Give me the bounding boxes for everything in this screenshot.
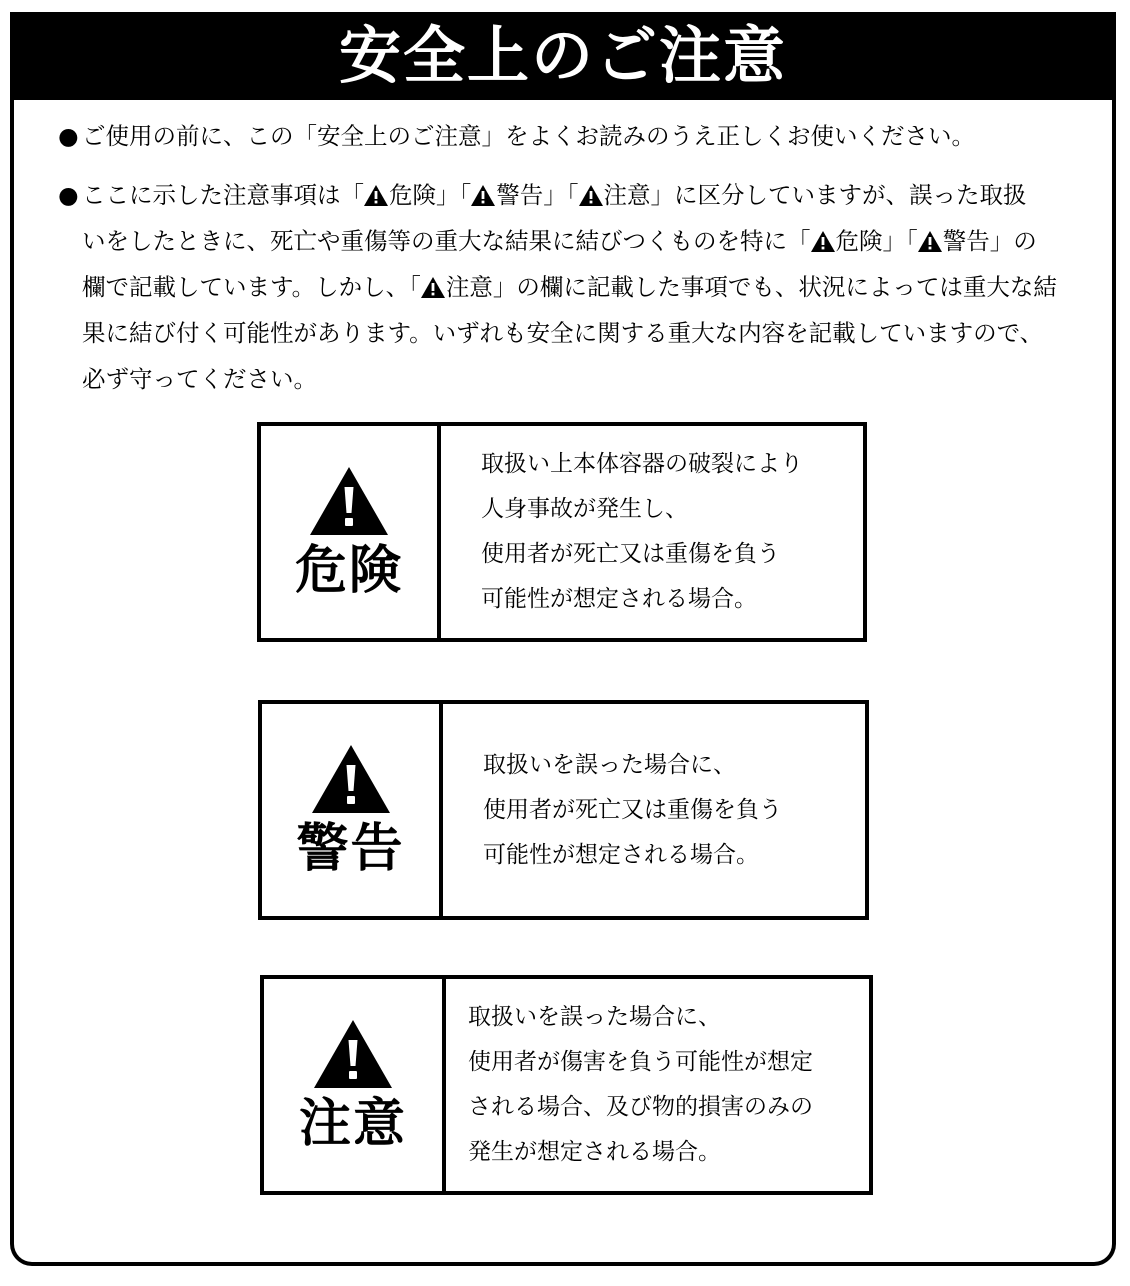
warning-label-cell: [262, 704, 443, 916]
description-line: 可能性が想定される場合。: [483, 841, 759, 868]
description-line: 人身事故が発生し、: [481, 496, 688, 522]
page-title: 安全上のご注意: [338, 19, 787, 92]
intro-p2-line-2: [58, 218, 1057, 264]
warning-triangle-icon: [579, 185, 603, 206]
warning-triangle-icon: [312, 745, 390, 813]
intro-p2-text: 警告」の: [942, 227, 1037, 255]
warning-triangle-icon: [364, 185, 388, 206]
caution-box: [260, 975, 873, 1195]
description-line: 可能性が想定される場合。: [481, 586, 757, 612]
description-line: 使用者が死亡又は重傷を負う: [483, 796, 782, 823]
intro-p2-line-3: [58, 264, 1057, 310]
danger-box: [257, 422, 867, 642]
description-line: 使用者が傷害を負う可能性が想定: [468, 1049, 813, 1075]
bullet: ●: [58, 122, 79, 150]
description-line: 取扱いを誤った場合に、: [483, 751, 736, 778]
intro-p2-text: 注意」の欄に記載した事項でも、状況によっては重大な結: [445, 273, 1057, 301]
caution-label: 注意: [298, 1094, 407, 1154]
intro-p2-text: 危険」「: [835, 227, 918, 255]
caution-description: [446, 979, 813, 1191]
bullet: ●: [58, 181, 79, 209]
title-bar: [10, 12, 1116, 100]
warning-label: 警告: [296, 819, 405, 879]
description-line: 使用者が死亡又は重傷を負う: [481, 541, 780, 567]
danger-label-cell: [261, 426, 441, 638]
intro-paragraph-2: [58, 172, 1057, 402]
warning-triangle-icon: [314, 1020, 392, 1088]
intro-p2-text: 警告」「: [496, 181, 579, 209]
warning-triangle-icon: [421, 277, 445, 298]
description-line: 取扱い上本体容器の破裂により: [481, 451, 803, 477]
danger-description: [441, 426, 803, 638]
intro-p2-text: ここに示した注意事項は「: [82, 181, 364, 209]
intro-p2-text: 危険」「: [389, 181, 472, 209]
description-line: される場合、及び物的損害のみの: [468, 1094, 813, 1120]
warning-description: [443, 704, 782, 916]
caution-label-cell: [264, 979, 446, 1191]
warning-triangle-icon: [310, 467, 388, 535]
intro-paragraph-1: [58, 113, 975, 159]
intro-p2-line-4: 果に結び付く可能性があります。いずれも安全に関する重大な内容を記載していますので、: [82, 319, 1044, 347]
warning-triangle-icon: [918, 231, 942, 252]
intro-p2-line-5: 必ず守ってください。: [82, 365, 317, 393]
warning-triangle-icon: [811, 231, 835, 252]
intro-p2-text: いをしたときに、死亡や重傷等の重大な結果に結びつくものを特に「: [82, 227, 811, 255]
danger-label: 危険: [294, 541, 403, 601]
intro-p1-text: ご使用の前に、この「安全上のご注意」をよくお読みのうえ正しくお使いください。: [82, 122, 975, 150]
description-line: 発生が想定される場合。: [468, 1139, 721, 1165]
intro-p2-text: 欄で記載しています。しかし、「: [82, 273, 421, 301]
warning-triangle-icon: [471, 185, 495, 206]
warning-box: [258, 700, 869, 920]
description-line: 取扱いを誤った場合に、: [468, 1004, 721, 1030]
intro-p2-text: 注意」に区分していますが、誤った取扱: [603, 181, 1027, 209]
